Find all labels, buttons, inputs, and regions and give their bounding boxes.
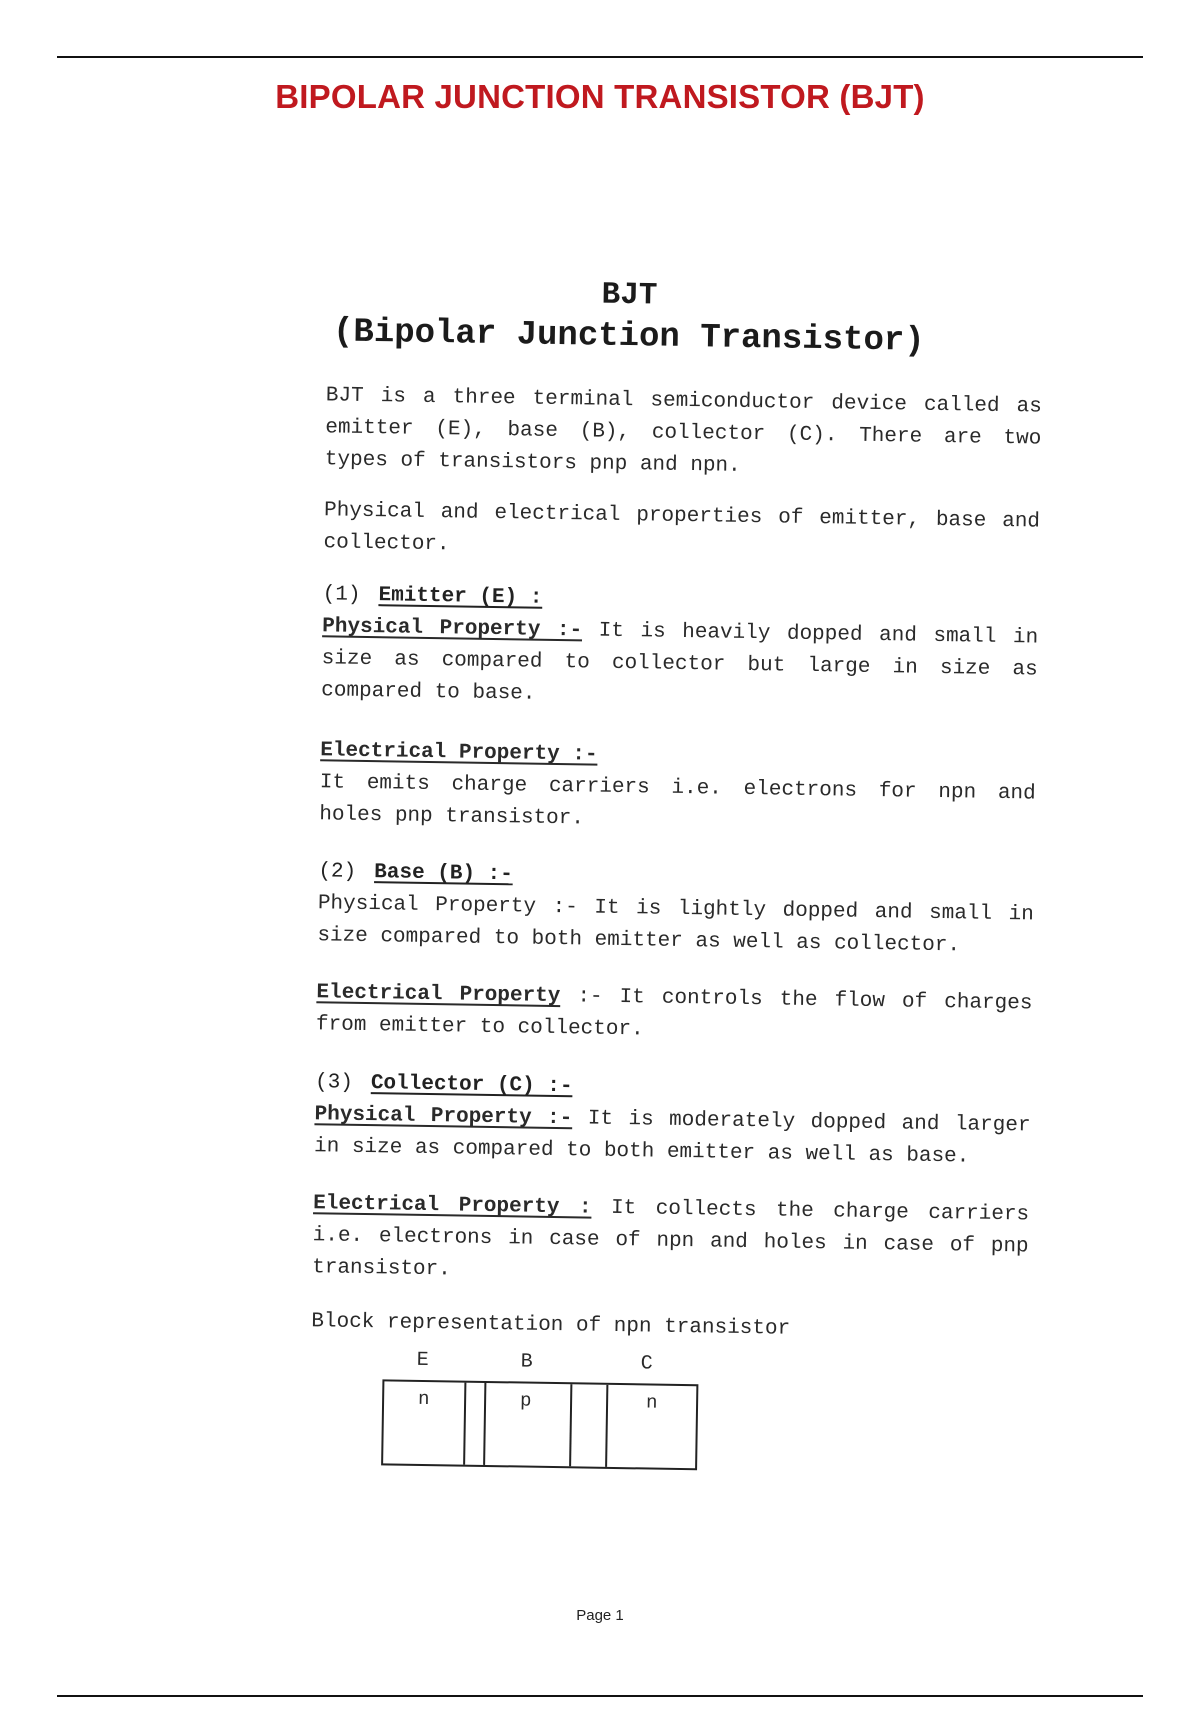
junction-line <box>605 1385 608 1467</box>
physical-text: It is heavily dopped and small in size as compared to collector but large in size as compared to base. <box>321 619 1039 706</box>
emitter-electrical-text: It emits charge carriers i.e. electrons for npn and holes pnp transistor. <box>319 771 1036 831</box>
physical-label: Physical Property :- <box>314 1103 573 1131</box>
electrical-label: Electrical Property <box>316 981 561 1009</box>
collector-heading <box>315 1067 573 1103</box>
emitter-physical <box>321 611 1038 718</box>
electrical-label: Electrical Property :- <box>320 739 598 767</box>
terminal-label-c: C <box>640 1352 653 1376</box>
region-emitter: n <box>417 1387 430 1411</box>
document-subtitle: (Bipolar Junction Transistor) <box>332 313 925 361</box>
collector-electrical <box>312 1188 1029 1295</box>
base-electrical <box>316 977 1033 1052</box>
npn-block-diagram <box>381 1379 698 1470</box>
physical-text: It is moderately dopped and larger in size as compared to both emitter as well as base. <box>313 1107 1031 1169</box>
junction-line <box>463 1383 466 1465</box>
collector-physical <box>314 1099 1031 1174</box>
properties-intro: Physical and electrical properties of emitter, base and collector. <box>323 499 1041 557</box>
base-physical: Physical Property :- It is lightly dopped and small in size compared to both emitter as well as collector. <box>317 892 1034 958</box>
junction-line <box>483 1383 486 1465</box>
region-base: p <box>519 1389 532 1412</box>
electrical-label: Electrical Property : <box>313 1192 592 1220</box>
electrical-text: It collects the charge carriers i.e. electrons in case of npn and holes in case of pnp transistor. <box>312 1196 1030 1282</box>
base-heading <box>318 856 513 891</box>
bottom-rule <box>57 1695 1143 1697</box>
terminal-label-b: B <box>520 1350 533 1374</box>
section-title: Emitter (E) : <box>378 584 543 610</box>
emitter-heading <box>322 579 542 614</box>
terminal-label-e: E <box>416 1348 429 1373</box>
section-number: (1) <box>322 583 361 607</box>
section-title: Base (B) :- <box>374 861 514 887</box>
page-number: Page 1 <box>576 1607 624 1624</box>
intro-paragraph: BJT is a three terminal semiconductor device called as emitter (E), base (B), collector (C). There are two types of transistors pnp and npn. <box>324 384 1042 478</box>
page-header-title: BIPOLAR JUNCTION TRANSISTOR (BJT) <box>275 78 925 115</box>
document-title: BJT <box>601 277 658 314</box>
section-number: (3) <box>314 1071 354 1095</box>
section-number: (2) <box>318 860 357 884</box>
physical-label: Physical Property :- <box>322 615 583 643</box>
block-caption: Block representation of npn transistor <box>311 1310 791 1341</box>
region-collector: n <box>645 1391 658 1414</box>
junction-line <box>569 1384 572 1466</box>
section-title: Collector (C) :- <box>370 1072 573 1099</box>
electrical-text: :- It controls the flow of charges from emitter to collector. <box>315 985 1033 1042</box>
